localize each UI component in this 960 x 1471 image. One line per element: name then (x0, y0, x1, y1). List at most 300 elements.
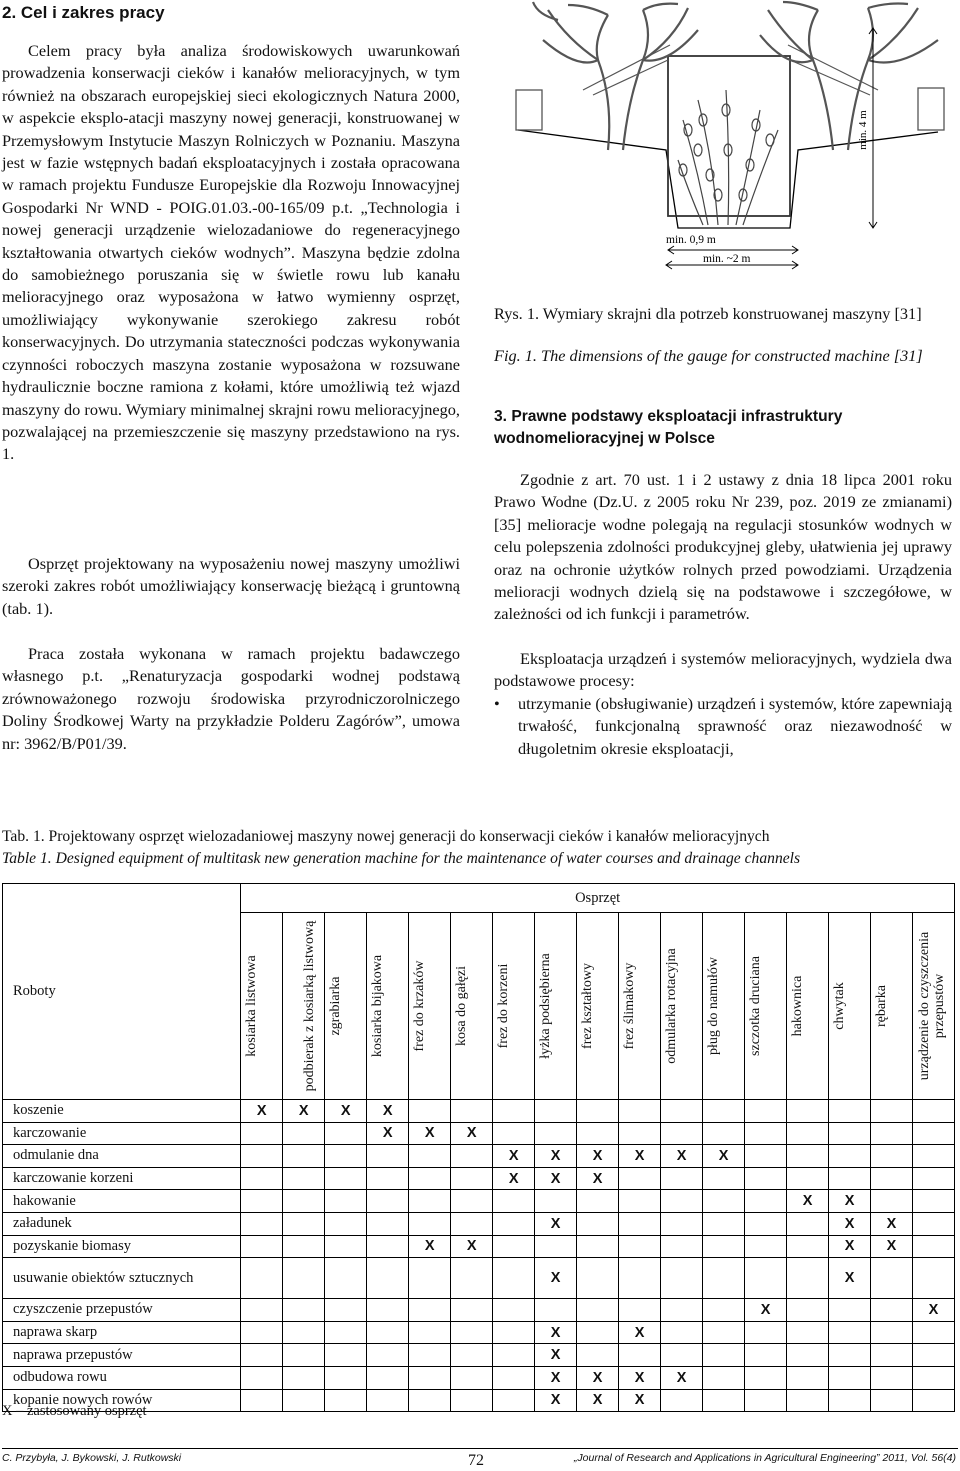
table-cell (619, 1122, 661, 1145)
table-cell (619, 1212, 661, 1235)
table-cell (871, 1344, 913, 1367)
table-cell (829, 1122, 871, 1145)
table-cell: X (493, 1167, 535, 1190)
table-cell: X (241, 1100, 283, 1123)
table-cell (367, 1212, 409, 1235)
table-row (3, 1212, 955, 1235)
section-2-title: 2. Cel i zakres pracy (2, 3, 165, 22)
column-header (283, 913, 325, 1100)
table-cell (787, 1235, 829, 1258)
table-cell: X (829, 1235, 871, 1258)
table-cell (661, 1344, 703, 1367)
table-cell (913, 1122, 955, 1145)
table-cell (577, 1190, 619, 1213)
group-header: Osprzęt (241, 884, 955, 913)
table-cell (745, 1366, 787, 1389)
table-cell (829, 1344, 871, 1367)
table-cell (619, 1258, 661, 1299)
table-cell (283, 1344, 325, 1367)
table-cell (325, 1167, 367, 1190)
table-cell (451, 1212, 493, 1235)
table-cell (409, 1258, 451, 1299)
table-cell (325, 1122, 367, 1145)
table-cell (241, 1366, 283, 1389)
table-cell: X (535, 1145, 577, 1168)
table-cell (493, 1190, 535, 1213)
table-cell (913, 1167, 955, 1190)
table-cell (283, 1167, 325, 1190)
section-3-bullet-list (494, 693, 952, 760)
column-header-label: zgrabiarka (328, 976, 344, 1036)
table-cell (451, 1299, 493, 1322)
table-cell (493, 1100, 535, 1123)
table-cell (325, 1235, 367, 1258)
table-cell (409, 1167, 451, 1190)
table-cell (451, 1167, 493, 1190)
table-cell (241, 1167, 283, 1190)
table-cell (913, 1344, 955, 1367)
right-wheel (918, 88, 944, 130)
table-cell (367, 1235, 409, 1258)
column-header (241, 913, 283, 1100)
table-cell (787, 1299, 829, 1322)
table-cell (829, 1145, 871, 1168)
table-cell (283, 1212, 325, 1235)
table-legend: X – zastosowany osprzęt (2, 1403, 147, 1419)
table-cell (661, 1299, 703, 1322)
table-cell (325, 1344, 367, 1367)
table-cell (787, 1122, 829, 1145)
table-cell (241, 1344, 283, 1367)
table-cell (241, 1190, 283, 1213)
table-cell (409, 1212, 451, 1235)
table-cell (577, 1344, 619, 1367)
table-cell: X (535, 1389, 577, 1412)
column-header (913, 913, 955, 1100)
table-cell (661, 1100, 703, 1123)
table-row (3, 1167, 955, 1190)
table-cell (577, 1212, 619, 1235)
table-cell: X (913, 1299, 955, 1322)
figure-caption-en: Fig. 1. The dimensions of the gauge for constructed machine [31] (494, 346, 923, 365)
column-header-label: kosiarka bijakowa (370, 954, 386, 1058)
table-cell (787, 1100, 829, 1123)
table-cell: X (577, 1145, 619, 1168)
table-cell (451, 1344, 493, 1367)
column-header-label: rębarka (874, 985, 890, 1027)
table-cell (325, 1212, 367, 1235)
table-row (3, 1366, 955, 1389)
table-cell (367, 1190, 409, 1213)
label-bottom-width: min. 0,9 m (666, 234, 716, 246)
table-cell (577, 1321, 619, 1344)
table-cell (913, 1145, 955, 1168)
table-cell (493, 1299, 535, 1322)
table-cell (367, 1299, 409, 1322)
table-cell (367, 1344, 409, 1367)
table-cell (283, 1299, 325, 1322)
column-header-label: frez do korzeni (496, 963, 512, 1049)
table-cell (493, 1212, 535, 1235)
row-label: pozyskanie biomasy (3, 1235, 241, 1258)
section-2-paragraph-3: Praca została wykonana w ramach projektu badawczego własnego p.t. „Renaturyzacja gospodarki wodnej podstawą zrównoważonego rozwoju środowiska przyrodniczorolniczego Doliny Środkowej Warty na przykładzie Polderu Zagórów”, umowa nr: 3962/B/P01/39. (2, 644, 460, 753)
table-cell (325, 1190, 367, 1213)
table-cell (241, 1258, 283, 1299)
table-cell (283, 1235, 325, 1258)
table-cell: X (451, 1235, 493, 1258)
table-cell: X (451, 1122, 493, 1145)
table-cell (283, 1145, 325, 1168)
table-cell (325, 1389, 367, 1412)
table-cell (661, 1212, 703, 1235)
row-label: karczowanie (3, 1122, 241, 1145)
row-label: załadunek (3, 1212, 241, 1235)
column-header (745, 913, 787, 1100)
table-cell: X (535, 1212, 577, 1235)
table-cell: X (535, 1321, 577, 1344)
page-number: 72 (468, 1452, 484, 1469)
column-header-label: szczotka druciana (748, 956, 764, 1056)
table-cell (829, 1389, 871, 1412)
table-cell (787, 1212, 829, 1235)
table-cell: X (409, 1122, 451, 1145)
table-cell (451, 1100, 493, 1123)
table-cell (241, 1145, 283, 1168)
section-3-paragraph-1: Zgodnie z art. 70 ust. 1 i 2 ustawy z dnia 18 lipca 2001 roku Prawo Wodne (Dz.U. z 2005 roku Nr 239, poz. 2019 ze zmianami) [35] melioracje wodne polegają na regulacji stosunków wodnych w celu polepszenia zdolności produkcyjnej gleby, ułatwienia jej uprawy oraz na ochronie użytków rolnych przed powodziami. Urządzenia melioracji wodnych dzielą się na podstawowe i szczegółowe, w zależności od ich funkcji i parametrów. (494, 470, 952, 624)
table-cell (703, 1321, 745, 1344)
table-cell (409, 1321, 451, 1344)
table-cell (451, 1366, 493, 1389)
table-cell (241, 1122, 283, 1145)
bullet-icon: • (494, 694, 500, 713)
table-cell: X (619, 1145, 661, 1168)
table-row (3, 1321, 955, 1344)
table-cell (241, 1212, 283, 1235)
table-cell (535, 1235, 577, 1258)
table-cell (829, 1321, 871, 1344)
table-cell: X (535, 1344, 577, 1367)
row-label: czyszczenie przepustów (3, 1299, 241, 1322)
table-cell (661, 1235, 703, 1258)
column-header-label: kosiarka listwowa (244, 955, 260, 1057)
table-cell (703, 1190, 745, 1213)
table-cell (661, 1258, 703, 1299)
table-cell (745, 1235, 787, 1258)
column-header-label: hakownica (790, 975, 806, 1037)
table-cell (871, 1258, 913, 1299)
table-cell (493, 1122, 535, 1145)
row-label: kopanie nowych rowów (3, 1389, 241, 1412)
column-header-label: kosa do gałęzi (454, 965, 470, 1047)
table-cell (661, 1321, 703, 1344)
table-cell (703, 1100, 745, 1123)
table-cell: X (871, 1212, 913, 1235)
table-cell: X (703, 1145, 745, 1168)
table-cell (283, 1190, 325, 1213)
table-cell (871, 1299, 913, 1322)
table-cell (619, 1167, 661, 1190)
table-cell: X (577, 1389, 619, 1412)
table-cell (745, 1167, 787, 1190)
table-cell (703, 1258, 745, 1299)
table-cell (493, 1344, 535, 1367)
table-cell (409, 1100, 451, 1123)
table-row (3, 1145, 955, 1168)
table-cell: X (619, 1321, 661, 1344)
row-label: hakowanie (3, 1190, 241, 1213)
table-cell: X (619, 1389, 661, 1412)
table-cell (367, 1258, 409, 1299)
table-cell (661, 1389, 703, 1412)
section-2-paragraph-2: Osprzęt projektowany na wyposażeniu nowej maszyny umożliwi szeroki zakres robót umożliwiający konserwację bieżącą i gruntowną (tab. 1). (2, 554, 460, 618)
row-label: naprawa przepustów (3, 1344, 241, 1367)
table-cell: X (829, 1190, 871, 1213)
table-cell (787, 1389, 829, 1412)
table-caption-en: Table 1. Designed equipment of multitask new generation machine for the maintenance of water courses and drainage channels (2, 850, 801, 867)
table-cell: X (787, 1190, 829, 1213)
table-cell (703, 1299, 745, 1322)
table-cell (661, 1190, 703, 1213)
row-label: odbudowa rowu (3, 1366, 241, 1389)
column-header (661, 913, 703, 1100)
table-cell (913, 1100, 955, 1123)
table-cell (577, 1258, 619, 1299)
table-cell: X (367, 1100, 409, 1123)
table-cell (283, 1366, 325, 1389)
table-cell (283, 1321, 325, 1344)
table-cell (493, 1258, 535, 1299)
row-label: odmulanie dna (3, 1145, 241, 1168)
table-cell (325, 1299, 367, 1322)
row-label: usuwanie obiektów sztucznych (3, 1258, 241, 1299)
table-cell (367, 1389, 409, 1412)
figure-caption-pl: Rys. 1. Wymiary skrajni dla potrzeb konstruowanej maszyny [31] (494, 304, 922, 323)
table-cell (535, 1100, 577, 1123)
footer-journal: „Journal of Research and Applications in Agricultural Engineering” 2011, Vol. 56(4) (573, 1452, 956, 1464)
table-cell (787, 1321, 829, 1344)
table-cell (535, 1122, 577, 1145)
table-cell (367, 1321, 409, 1344)
equipment-table (2, 883, 955, 1412)
table-cell (577, 1235, 619, 1258)
table-cell (829, 1299, 871, 1322)
table-cell: X (661, 1366, 703, 1389)
table-cell (451, 1145, 493, 1168)
table-cell (913, 1258, 955, 1299)
column-header-label: podbierak z kosiarką listwową (302, 920, 318, 1092)
left-tree-icon (533, 2, 698, 150)
table-row (3, 1299, 955, 1322)
table-cell: X (367, 1122, 409, 1145)
table-cell (409, 1344, 451, 1367)
column-header (325, 913, 367, 1100)
table-cell (913, 1366, 955, 1389)
table-cell: X (535, 1258, 577, 1299)
section-2-paragraph-1: Celem pracy była analiza środowiskowych uwarunkowań prowadzenia konserwacji cieków i kanałów melioracyjnych, w tym również na obszarach europejskiej sieci ekologicznych Natura 2000, w aspekcie eksplo-atacji maszyny nowej generacji, konstruowanej w Przemysłowym Instytucie Maszyn Rolniczych w Poznaniu. Maszyna jest w fazie wstępnych badań eksploatacyjnych i została opracowana w ramach projektu Fundusze Europejskie dla Rozwoju Innowacyjnej Gospodarki Nr WND - POIG.01.03.-00-165/09 p.t. „Technologia i nowej generacji urządzenie wielozadaniowe do regeneracyjnego kształtowania otwartych cieków wodnych”. Maszyna będzie zdolna do samobieżnego poruszania się w świetle rowu lub kanału melioracyjnego oraz wyposażona w łatwo wymienny osprzęt, umożliwiający wykonywanie szerokiego zakresu robót konserwacyjnych. Do utrzymania stateczności podczas wykonywania czynności roboczych maszyna zostanie wyposażona w rozsuwane hydraulicznie boczne ramiona z kołami, które umożliwią też wjazd maszyny do rowu. Wymiary minimalnej skrajni rowu melioracyjnego, pozwalającej na przemieszczenie się maszyny przedstawiono na rys. 1. (2, 41, 460, 464)
row-label: naprawa skarp (3, 1321, 241, 1344)
row-header: Roboty (3, 884, 241, 1100)
table-cell (913, 1212, 955, 1235)
table-cell: X (577, 1366, 619, 1389)
table-cell (619, 1235, 661, 1258)
table-cell (241, 1299, 283, 1322)
table-cell (745, 1122, 787, 1145)
table-cell (367, 1145, 409, 1168)
table-cell (913, 1389, 955, 1412)
column-header (619, 913, 661, 1100)
table-cell (703, 1212, 745, 1235)
table-cell (535, 1299, 577, 1322)
table-cell (745, 1100, 787, 1123)
table-cell (241, 1235, 283, 1258)
table-cell (535, 1190, 577, 1213)
table-cell (451, 1258, 493, 1299)
table-cell (745, 1344, 787, 1367)
table-cell (577, 1100, 619, 1123)
table-cell (619, 1344, 661, 1367)
table-cell (745, 1190, 787, 1213)
table-cell (745, 1212, 787, 1235)
table-cell (451, 1389, 493, 1412)
table-cell (913, 1235, 955, 1258)
column-header-label: łyżka podsiębierna (538, 953, 554, 1059)
table-cell: X (409, 1235, 451, 1258)
table-cell (703, 1167, 745, 1190)
table-cell (871, 1366, 913, 1389)
table-cell (325, 1321, 367, 1344)
table-cell (409, 1299, 451, 1322)
table-cell (619, 1299, 661, 1322)
column-header-label: odmularka rotacyjna (664, 948, 680, 1064)
table-row (3, 1122, 955, 1145)
table-cell (409, 1145, 451, 1168)
label-top-width: min. ~2 m (703, 253, 751, 265)
table-cell: X (829, 1258, 871, 1299)
table-cell (577, 1122, 619, 1145)
table-cell (283, 1258, 325, 1299)
table-cell (619, 1190, 661, 1213)
table-cell (829, 1167, 871, 1190)
table-row (3, 1258, 955, 1299)
table-cell: X (745, 1299, 787, 1322)
table-cell (787, 1167, 829, 1190)
table-cell: X (283, 1100, 325, 1123)
table-cell (409, 1190, 451, 1213)
section-3-paragraph-2: Eksploatacja urządzeń i systemów melioracyjnych, wydziela dwa podstawowe procesy: (494, 649, 952, 691)
table-cell (787, 1366, 829, 1389)
table-cell (871, 1389, 913, 1412)
column-header-label: frez do krzaków (412, 960, 428, 1052)
table-cell (325, 1258, 367, 1299)
table-cell: X (325, 1100, 367, 1123)
footer-authors: C. Przybyła, J. Bykowski, J. Rutkowski (2, 1452, 182, 1464)
table-cell: X (535, 1167, 577, 1190)
column-header-label: chwytak (832, 982, 848, 1030)
table-cell (745, 1258, 787, 1299)
column-header (451, 913, 493, 1100)
table-cell (703, 1389, 745, 1412)
table-cell (241, 1321, 283, 1344)
table-cell (871, 1190, 913, 1213)
table-cell (493, 1321, 535, 1344)
table-cell: X (871, 1235, 913, 1258)
table-cell (493, 1389, 535, 1412)
table-cell (283, 1389, 325, 1412)
table-row (3, 1235, 955, 1258)
column-header-label: frez ślimakowy (622, 962, 638, 1050)
table-cell (871, 1321, 913, 1344)
column-header (493, 913, 535, 1100)
table-cell (703, 1366, 745, 1389)
table-cell (493, 1235, 535, 1258)
table-cell (829, 1100, 871, 1123)
column-header-label: pług do namułów (706, 957, 722, 1055)
table-cell (409, 1389, 451, 1412)
table-cell (367, 1167, 409, 1190)
table-cell (829, 1366, 871, 1389)
table-caption-pl: Tab. 1. Projektowany osprzęt wielozadaniowej maszyny nowej generacji do konserwacji cieków i kanałów melioracyjnych (2, 828, 770, 845)
row-label: karczowanie korzeni (3, 1167, 241, 1190)
left-wheel (516, 90, 542, 130)
bullet-item: • utrzymanie (obsługiwanie) urządzeń i systemów, które zapewniają trwałość, funkcjonalną sprawność oraz niezawodność w długoletnim okresie eksploatacji, (494, 694, 952, 758)
table-cell (787, 1258, 829, 1299)
table-cell (871, 1145, 913, 1168)
column-header (703, 913, 745, 1100)
column-header-label: frez kształtowy (580, 963, 596, 1049)
table-row (3, 1100, 955, 1123)
column-header (829, 913, 871, 1100)
column-header (871, 913, 913, 1100)
gauge-drawing (498, 0, 960, 275)
table-cell (451, 1321, 493, 1344)
column-header (409, 913, 451, 1100)
footer-rule (2, 1448, 958, 1449)
table-cell: X (661, 1145, 703, 1168)
table-cell (745, 1389, 787, 1412)
table-cell (451, 1190, 493, 1213)
row-label: koszenie (3, 1100, 241, 1123)
table-cell (745, 1321, 787, 1344)
table-cell (871, 1100, 913, 1123)
column-header (787, 913, 829, 1100)
table-cell (619, 1100, 661, 1123)
table-cell (661, 1167, 703, 1190)
label-height: min. 4 m (857, 110, 869, 150)
table-cell: X (577, 1167, 619, 1190)
table-cell (577, 1299, 619, 1322)
table-cell (703, 1122, 745, 1145)
section-3-title: 3. Prawne podstawy eksploatacji infrastruktury wodnomelioracyjnej w Polsce (494, 408, 843, 447)
table-row (3, 1344, 955, 1367)
table-row (3, 1190, 955, 1213)
table-cell: X (829, 1212, 871, 1235)
column-header (577, 913, 619, 1100)
column-header (535, 913, 577, 1100)
table-cell (409, 1366, 451, 1389)
column-header (367, 913, 409, 1100)
table-cell (787, 1145, 829, 1168)
column-header-label: urządzenie do czyszczenia przepustów (917, 931, 947, 1081)
table-cell: X (493, 1145, 535, 1168)
table-cell (493, 1366, 535, 1389)
table-cell: X (535, 1366, 577, 1389)
table-cell (913, 1321, 955, 1344)
table-cell (871, 1122, 913, 1145)
table-cell (703, 1235, 745, 1258)
vegetation-icon (678, 90, 778, 225)
table-cell (325, 1366, 367, 1389)
table-cell (913, 1190, 955, 1213)
